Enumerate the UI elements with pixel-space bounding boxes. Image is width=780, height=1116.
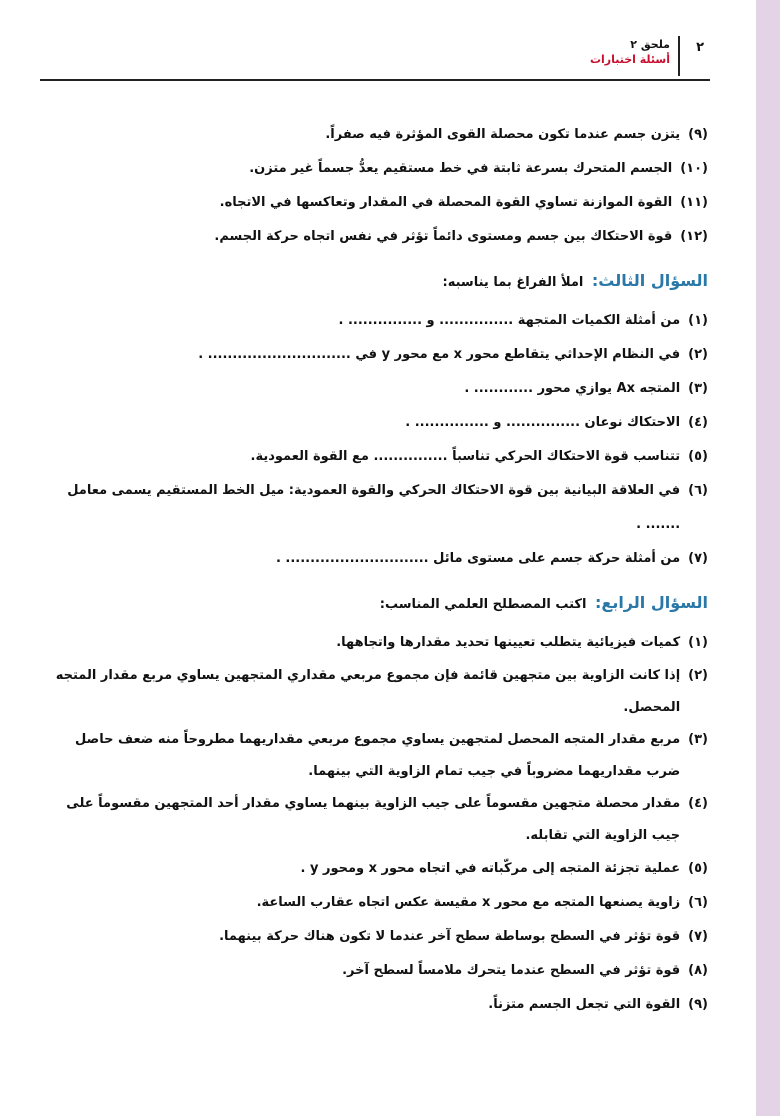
item-number: (٧) bbox=[688, 551, 708, 566]
item-number: (٢) bbox=[688, 668, 708, 683]
item-text: في العلاقة البيانية بين قوة الاحتكاك الحركي والقوة العمودية: ميل الخط المستقيم يسمى معامل ....... . bbox=[67, 483, 681, 532]
previous-question-items bbox=[48, 118, 708, 254]
list-item bbox=[48, 724, 708, 788]
page-content bbox=[48, 118, 708, 1022]
item-text: زاوية يصنعها المتجه مع محور x مقيسة عكس اتجاه عقارب الساعة. bbox=[256, 895, 681, 910]
item-text: قوة تؤثر في السطح بوساطة سطح آخر عندما لا تكون هناك حركة بينهما. bbox=[219, 929, 681, 944]
list-item bbox=[48, 852, 708, 886]
item-text: عملية تجزئة المتجه إلى مركّباته في اتجاه محور x ومحور y . bbox=[300, 861, 681, 876]
page-header bbox=[40, 36, 710, 84]
section-four-instruction: اكتب المصطلح العلمي المناسب: bbox=[379, 597, 587, 612]
item-number: (٣) bbox=[688, 732, 708, 747]
section-four-items bbox=[48, 626, 708, 1022]
item-text: الاحتكاك نوعان ............... و ............... . bbox=[405, 415, 681, 430]
list-item bbox=[48, 954, 708, 988]
item-number: (١) bbox=[688, 635, 708, 650]
item-number: (٤) bbox=[688, 796, 708, 811]
item-number: (٣) bbox=[688, 381, 708, 396]
list-item bbox=[48, 920, 708, 954]
item-number: (١٢) bbox=[680, 229, 708, 244]
item-text: القوة الموازنة تساوي القوة المحصلة في المقدار وتعاكسها في الاتجاه. bbox=[219, 195, 673, 210]
list-item bbox=[48, 988, 708, 1022]
header-separator bbox=[678, 36, 680, 76]
item-text: كميات فيزيائية يتطلب تعيينها تحديد مقدارها واتجاهها. bbox=[336, 635, 681, 650]
item-text: القوة التي تجعل الجسم متزناً. bbox=[488, 997, 681, 1012]
item-text: مربع مقدار المتجه المحصل لمتجهين يساوي مجموع مربعي مقداريهما مطروحاً منه ضعف حاصل ضرب مقداريهما مضروباً في جيب تمام الزاوية التي بينهما. bbox=[75, 732, 681, 779]
section-four-label: السؤال الرابع: bbox=[594, 593, 708, 612]
item-text: قوة الاحتكاك بين جسم ومستوى دائماً تؤثر في نفس اتجاه حركة الجسم. bbox=[214, 229, 673, 244]
item-number: (٥) bbox=[688, 449, 708, 464]
list-item bbox=[48, 440, 708, 474]
item-number: (٩) bbox=[688, 997, 708, 1012]
item-number: (٥) bbox=[688, 861, 708, 876]
section-three-instruction: املأ الفراغ بما يناسبه: bbox=[442, 275, 584, 290]
list-item bbox=[48, 220, 708, 254]
item-number: (٦) bbox=[688, 483, 708, 498]
section-three-items bbox=[48, 304, 708, 576]
item-text: من أمثلة حركة جسم على مستوى مائل ............................. . bbox=[275, 551, 681, 566]
list-item bbox=[48, 338, 708, 372]
item-number: (١) bbox=[688, 313, 708, 328]
appendix-label: ملحق ٢ bbox=[630, 38, 670, 51]
item-number: (٧) bbox=[688, 929, 708, 944]
item-text: في النظام الإحداثي يتقاطع محور x مع محور y في ............................. . bbox=[198, 347, 681, 362]
item-text: الجسم المتحرك بسرعة ثابتة في خط مستقيم يعدُّ جسماً غير متزن. bbox=[249, 161, 673, 176]
item-number: (١٠) bbox=[680, 161, 708, 176]
item-number: (٩) bbox=[688, 127, 708, 142]
list-item bbox=[48, 886, 708, 920]
list-item bbox=[48, 542, 708, 576]
item-text: يتزن جسم عندما تكون محصلة القوى المؤثرة فيه صفراً. bbox=[325, 127, 681, 142]
item-text: إذا كانت الزاوية بين متجهين قائمة فإن مجموع مربعي مقداري المتجهين يساوي مربع مقدار المتجه المحصل. bbox=[55, 668, 681, 715]
item-number: (٦) bbox=[688, 895, 708, 910]
section-four-heading bbox=[48, 586, 708, 622]
header-text bbox=[590, 38, 670, 66]
section-three-label: السؤال الثالث: bbox=[591, 271, 708, 290]
list-item bbox=[48, 186, 708, 220]
list-item bbox=[48, 304, 708, 338]
list-item bbox=[48, 660, 708, 724]
list-item bbox=[48, 626, 708, 660]
item-number: (٤) bbox=[688, 415, 708, 430]
section-three-heading bbox=[48, 264, 708, 300]
list-item bbox=[48, 788, 708, 852]
item-text: تتناسب قوة الاحتكاك الحركي تناسباً ............... مع القوة العمودية. bbox=[250, 449, 681, 464]
item-number: (١١) bbox=[680, 195, 708, 210]
list-item bbox=[48, 118, 708, 152]
item-number: (٨) bbox=[688, 963, 708, 978]
list-item bbox=[48, 372, 708, 406]
list-item bbox=[48, 152, 708, 186]
item-text: مقدار محصلة متجهين مقسوماً على جيب الزاوية بينهما يساوي مقدار أحد المتجهين مقسوماً على جيب الزاوية التي تقابله. bbox=[66, 796, 681, 843]
exam-title: أسئلة اختبارات bbox=[589, 53, 670, 66]
item-text: المتجه Ax يوازي محور ............ . bbox=[464, 381, 681, 396]
header-rule bbox=[40, 79, 710, 81]
list-item bbox=[48, 406, 708, 440]
page-number: ٢ bbox=[696, 40, 704, 55]
item-text: من أمثلة الكميات المتجهة ............... و ............... . bbox=[338, 313, 681, 328]
list-item bbox=[48, 474, 708, 542]
side-color-bar bbox=[756, 0, 780, 1116]
item-number: (٢) bbox=[688, 347, 708, 362]
item-text: قوة تؤثر في السطح عندما يتحرك ملامساً لسطح آخر. bbox=[342, 963, 681, 978]
